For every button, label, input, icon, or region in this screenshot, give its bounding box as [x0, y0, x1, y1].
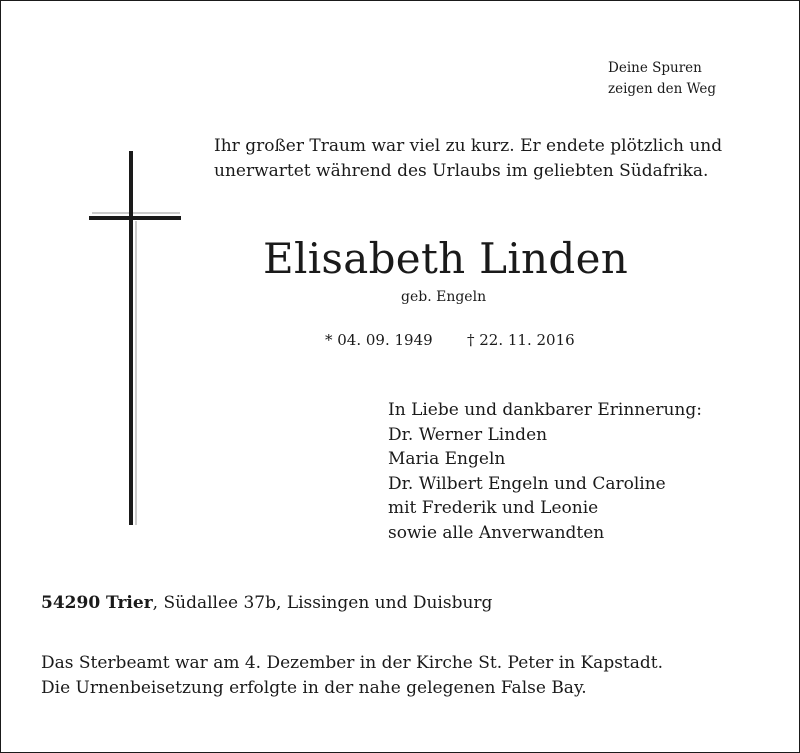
maiden-name: geb. Engeln [401, 289, 487, 305]
closing-line: Das Sterbeamt war am 4. Dezember in der Kirche St. Peter in Kapstadt. [41, 653, 664, 673]
mourner-name: sowie alle Anverwandten [388, 522, 605, 543]
mourners-block [388, 398, 702, 546]
address-line [41, 593, 492, 613]
cross-icon [89, 151, 181, 525]
mourner-name: mit Frederik und Leonie [388, 498, 599, 519]
birth-date: * 04. 09. 1949 [325, 331, 433, 349]
death-date: † 22. 11. 2016 [467, 331, 575, 349]
mourner-name: Dr. Wilbert Engeln und Caroline [388, 473, 666, 494]
postal-city: 54290 Trier [41, 593, 153, 613]
mourners-heading: In Liebe und dankbarer Erinnerung: [388, 400, 702, 420]
motto-line: Deine Spuren [608, 60, 702, 76]
intro-line: unerwartet während des Urlaubs im geliebten Südafrika. [214, 161, 709, 181]
closing-text [41, 651, 663, 701]
intro-line: Ihr großer Traum war viel zu kurz. Er endete plötzlich und [214, 136, 723, 156]
motto-line: zeigen den Weg [608, 81, 717, 97]
mourner-name: Dr. Werner Linden [388, 424, 548, 445]
mourner-name: Maria Engeln [388, 449, 506, 470]
motto [608, 58, 716, 100]
address-rest: , Südallee 37b, Lissingen und Duisburg [152, 593, 493, 613]
closing-line: Die Urnenbeisetzung erfolgte in der nahe gelegenen False Bay. [41, 678, 587, 698]
cross-post [129, 151, 133, 525]
deceased-name: Elisabeth Linden [263, 234, 629, 283]
intro-text [214, 134, 722, 184]
cross-beam [89, 216, 181, 220]
